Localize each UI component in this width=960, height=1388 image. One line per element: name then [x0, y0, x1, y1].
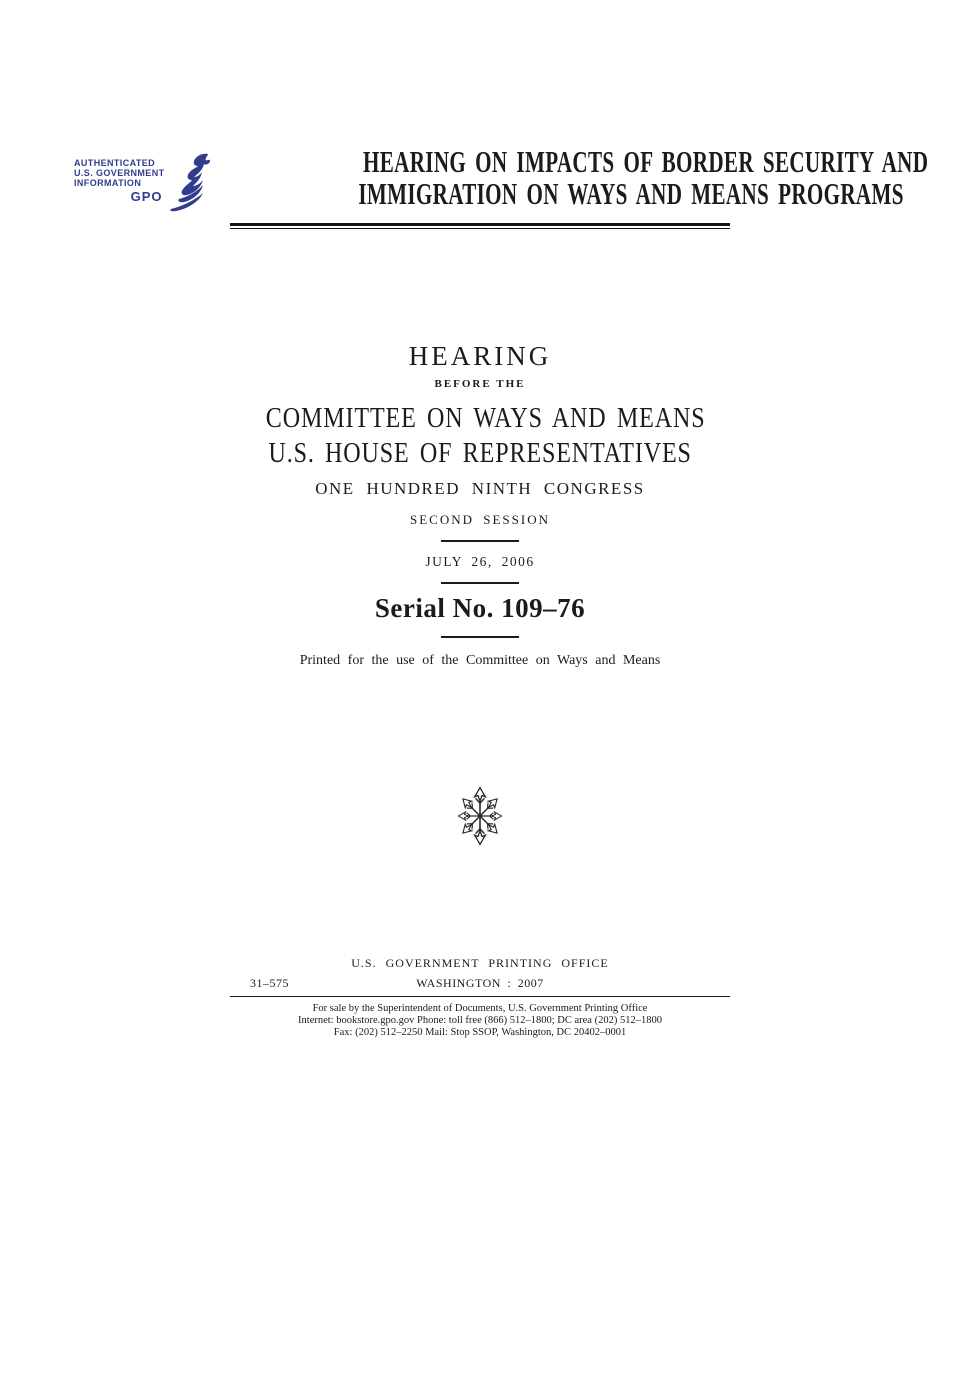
print-job-number: 31–575	[250, 976, 289, 990]
gpo-abbr-label: GPO	[130, 189, 163, 204]
sale-info-line2: Internet: bookstore.gpo.gov Phone: toll free (866) 512–1800; DC area (202) 512–1800	[298, 1015, 662, 1026]
document-title-line1: HEARING ON IMPACTS OF BORDER SECURITY AND	[363, 144, 929, 179]
title-divider-rule	[230, 223, 730, 229]
committee-name: COMMITTEE ON WAYS AND MEANS	[265, 403, 706, 434]
gpo-stamp-line3: INFORMATION	[74, 178, 142, 188]
imprint-row	[230, 977, 730, 990]
gpo-stamp-line1: AUTHENTICATED	[74, 158, 156, 168]
imprint-block	[230, 957, 730, 1039]
document-title-line2: IMMIGRATION ON WAYS AND MEANS PROGRAMS	[358, 176, 904, 211]
separator-rule	[441, 540, 519, 542]
session-label: SECOND SESSION	[410, 512, 550, 527]
gpo-eagle-icon	[159, 152, 217, 212]
sale-info	[230, 1003, 730, 1039]
gpo-stamp-line2: U.S. GOVERNMENT	[74, 168, 165, 178]
place-and-year: WASHINGTON : 2007	[416, 976, 544, 990]
congress-label: ONE HUNDRED NINTH CONGRESS	[315, 479, 645, 498]
cover-text-column	[230, 144, 929, 1039]
gpo-authentication-stamp	[74, 152, 217, 212]
printed-for-note: Printed for the use of the Committee on Ways and Means	[299, 653, 661, 668]
serial-number: Serial No. 109–76	[374, 593, 586, 623]
hearing-heading: HEARING	[408, 341, 552, 371]
sale-info-line3: Fax: (202) 512–2250 Mail: Stop SSOP, Washington, DC 20402–0001	[333, 1027, 627, 1038]
committee-heading	[230, 401, 730, 471]
separator-rule	[441, 582, 519, 584]
ornament-container	[230, 785, 730, 847]
hearing-cover-page	[0, 146, 960, 1388]
hearing-date: JULY 26, 2006	[425, 554, 535, 569]
sale-info-line1: For sale by the Superintendent of Documents, U.S. Government Printing Office	[312, 1003, 648, 1014]
document-title	[230, 144, 929, 211]
gpo-stamp-text	[74, 158, 165, 203]
snowflake-ornament-icon	[451, 785, 509, 847]
house-name: U.S. HOUSE OF REPRESENTATIVES	[268, 438, 692, 469]
separator-rule	[441, 636, 519, 638]
imprint-divider-rule	[230, 996, 730, 997]
printing-office-label: U.S. GOVERNMENT PRINTING OFFICE	[351, 956, 609, 970]
before-the-label: BEFORE THE	[434, 378, 526, 390]
